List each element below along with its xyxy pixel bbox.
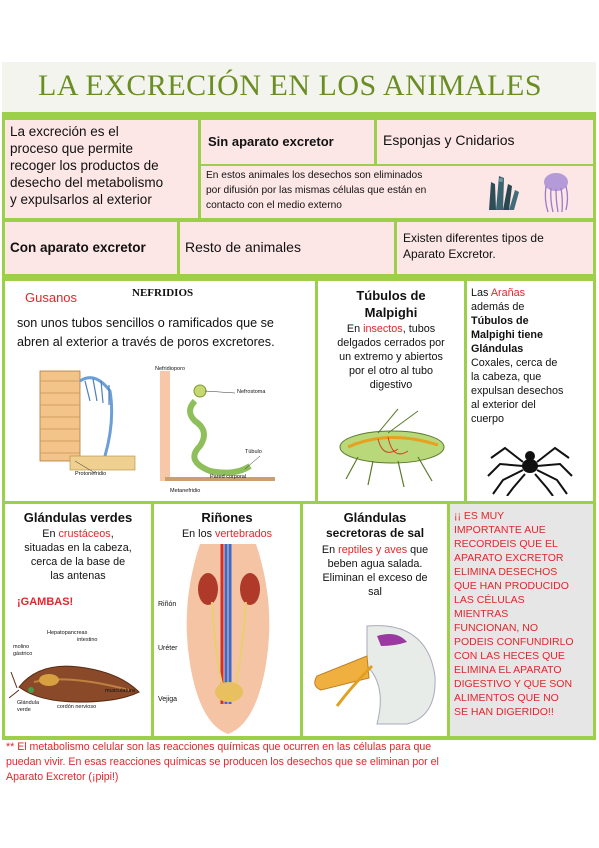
warning-panel (450, 504, 593, 736)
sin-aparato-desc: contacto con el medio externo (206, 200, 342, 211)
label-vejiga: Vejiga (158, 696, 178, 703)
nefridios-text: son unos tubos sencillos o ramificados que se (17, 316, 274, 330)
aranas-line: Glándulas (471, 343, 524, 355)
sin-aparato-label: Sin aparato excretor (208, 134, 334, 149)
verdes-line: las antenas (50, 570, 106, 582)
intro-line: recoger los productos de (10, 158, 159, 173)
verdes-line: situadas en la cabeza, (24, 542, 132, 554)
warning-line: CON LAS HECES QUE (454, 650, 565, 662)
verdes-red-word: crustáceos (58, 528, 111, 540)
label-molino: molino (13, 644, 30, 650)
aranas-line: expulsan desechos (471, 385, 564, 397)
warning-line: LAS CÉLULAS (454, 594, 525, 606)
verdes-title: Glándulas verdes (23, 510, 133, 525)
warning-line: ALIMENTOS QUE NO (454, 692, 559, 704)
sal-line-0: En reptiles y aves que (321, 544, 429, 556)
rinones-panel (154, 504, 300, 736)
label-glandula: Glándula (17, 700, 40, 706)
verdes-line-0: En crustáceos, (42, 528, 114, 540)
poster (2, 62, 596, 740)
aranas-line: la cabeza, que (471, 371, 542, 383)
intro-line: proceso que permite (10, 141, 134, 156)
aranas-line: Coxales, cerca de (471, 357, 558, 369)
con-aparato-note: Aparato Excretor. (403, 247, 496, 261)
label-verde: verde (17, 707, 31, 713)
aranas-panel (467, 281, 593, 501)
nefridios-title: NEFRIDIOS (132, 287, 194, 299)
insect-diagram (328, 399, 456, 495)
malpighi-text: un extremo y abiertos (339, 351, 443, 363)
sal-line: beben agua salada. (327, 558, 423, 570)
rinones-title: Riñones (201, 510, 253, 525)
warning-line: PODEIS CONFUNDIRLO (454, 636, 574, 648)
warning-line: MIENTRAS (454, 608, 509, 620)
label-hepato: Hepatopancreas (47, 630, 88, 636)
sal-panel (303, 504, 447, 736)
con-aparato-label: Con aparato excretor (10, 240, 146, 255)
malpighi-title: Túbulos de (356, 288, 426, 303)
warning-line: ELIMINA EL APARATO (454, 664, 562, 676)
sal-line: sal (368, 586, 382, 598)
sin-aparato-groups: Esponjas y Cnidarios (383, 132, 515, 148)
nefridios-group: Gusanos (25, 290, 78, 305)
warning-line: DIGESTIVO Y QUE SON (454, 678, 573, 690)
nefridios-text: abren al exterior a través de poros excretores. (17, 335, 275, 349)
bird-head-diagram (307, 616, 443, 726)
sin-aparato-desc: En estos animales los desechos son eliminados (206, 170, 423, 181)
con-aparato-label-cell (5, 222, 177, 274)
label-tubulo: Túbulo (245, 449, 262, 455)
warning-line: ¡¡ ES MUY (454, 510, 505, 522)
label-protonefridio: Protonefridio (75, 471, 107, 477)
malpighi-text: por el otro al tubo (348, 365, 434, 377)
sal-title: Glándulas (343, 510, 407, 525)
con-aparato-groups-cell (180, 222, 394, 274)
warning-line: RECORDEIS QUE EL (454, 538, 558, 550)
label-ureter: Uréter (158, 645, 178, 652)
label-metanefridio: Metanefridio (170, 488, 201, 494)
sin-aparato-groups-cell (377, 120, 593, 164)
jellyfish-image (536, 170, 576, 214)
title-band (2, 62, 596, 112)
nefridio-diagram (35, 361, 295, 501)
malpighi-title: Malpighi (364, 305, 418, 320)
label-gastrico: gástrico (13, 651, 33, 657)
sin-aparato-desc-cell (201, 166, 593, 218)
malpighi-text: digestivo (369, 379, 413, 391)
warning-line: IMPORTANTE AUE (454, 524, 546, 536)
malpighi-text-first: En insectos, tubos (346, 323, 436, 335)
intro-line: y expulsarlos al exterior (10, 192, 152, 207)
label-pared: Pared corporal (210, 474, 247, 480)
label-nefrostoma: Nefrostoma (237, 389, 266, 395)
aranas-line: además de (471, 301, 525, 313)
page-title: LA EXCRECIÓN EN LOS ANIMALES (38, 69, 543, 102)
malpighi-panel (318, 281, 464, 501)
label-rinon: Riñón (158, 601, 177, 608)
warning-line: QUE HAN PRODUCIDO (454, 580, 569, 592)
footnote-line: puedan vivir. En esas reacciones químicas se producen los desechos que se eliminan por el (6, 756, 439, 768)
sponge-image (481, 172, 525, 212)
warning-line: SE HAN DIGERIDO!! (454, 706, 554, 718)
aranas-line: Malpighi tiene (471, 329, 543, 341)
verdes-line: cerca de la base de (30, 556, 126, 568)
sal-red-word: reptiles y aves (338, 544, 408, 556)
rinones-line: En los vertebrados (181, 528, 273, 540)
footnote-line: ** El metabolismo celular son las reacciones químicas que ocurren en las células para que (6, 741, 432, 753)
sin-aparato-label-cell (201, 120, 374, 164)
label-musculatura: musculatura (105, 688, 135, 694)
malpighi-red-insects: insectos (363, 323, 403, 335)
rinones-red-word: vertebrados (214, 528, 273, 540)
verdes-panel (5, 504, 151, 736)
malpighi-text: delgados cerrados por (337, 337, 445, 349)
aranas-line-0: Las Arañas (471, 287, 526, 299)
warning-line: ELIMINA DESECHOS (454, 566, 558, 578)
sal-line: Eliminan el exceso de (322, 572, 428, 584)
con-aparato-note: Existen diferentes tipos de (403, 231, 544, 245)
gambas-shout: ¡GAMBAS! (17, 596, 74, 608)
footnote-line: Aparato Excretor (¡pipi!) (6, 771, 119, 783)
nefridios-panel (5, 281, 315, 501)
aranas-line: al exterior del (471, 399, 536, 411)
label-cordon: cordón nervioso (57, 704, 97, 710)
aranas-line: Túbulos de (471, 315, 529, 327)
sin-aparato-desc: por difusión por las mismas células que están en (206, 185, 427, 196)
con-aparato-groups: Resto de animales (185, 239, 301, 255)
label-nefridioporo: Nefridioporo (155, 366, 185, 372)
warning-line: APARATO EXCRETOR (454, 552, 564, 564)
con-aparato-note-cell (397, 222, 593, 274)
aranas-line: cuerpo (471, 413, 505, 425)
aranas-red-word: Arañas (490, 287, 526, 299)
spider-image (485, 436, 575, 496)
sal-title: secretoras de sal (325, 526, 425, 540)
kidney-diagram (160, 544, 296, 734)
intro-line: desecho del metabolismo (10, 175, 164, 190)
intro-line: La excreción es el (10, 124, 119, 139)
intro-cell (5, 120, 198, 218)
warning-line: FUNCIONAN, NO (454, 622, 538, 634)
label-intestino: intestino (77, 637, 98, 643)
